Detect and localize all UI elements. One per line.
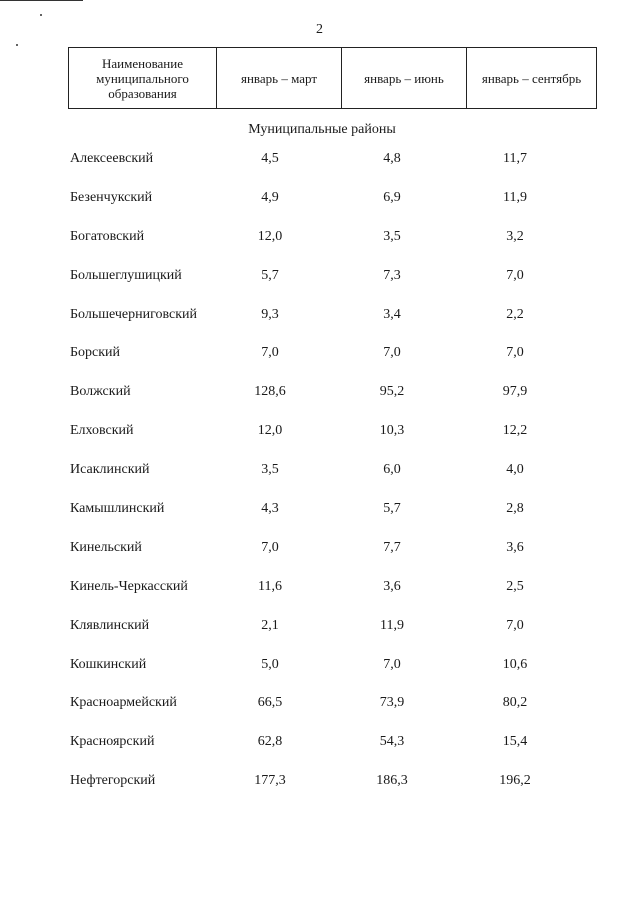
row-value-jan-jun: 10,3 [379, 423, 405, 439]
row-name: Большечерниговский [70, 306, 198, 322]
row-name: Борский [70, 345, 121, 361]
row-value-jan-sep: 97,9 [502, 384, 528, 400]
row-value-jan-jun: 7,3 [383, 267, 401, 283]
row-value-jan-mar: 2,1 [261, 617, 279, 633]
row-value-jan-sep: 11,9 [503, 189, 527, 205]
row-value-jan-mar: 9,3 [261, 306, 279, 322]
section-title: Муниципальные районы [248, 122, 396, 137]
row-value-jan-mar: 62,8 [257, 734, 283, 750]
row-name: Камышлинский [70, 501, 165, 517]
row-name: Кошкинский [70, 656, 147, 672]
row-name: Нефтегорский [70, 773, 156, 789]
row-name: Красноярский [70, 734, 155, 750]
row-value-jan-sep: 2,8 [506, 501, 524, 517]
row-name: Кинель-Черкасский [70, 578, 188, 594]
header-jan-sep: январь – сентябрь [467, 48, 597, 109]
row-value-jan-mar: 5,0 [261, 656, 279, 672]
row-value-jan-jun: 3,6 [383, 578, 401, 594]
row-value-jan-mar: 66,5 [257, 695, 283, 711]
row-value-jan-sep: 196,2 [499, 773, 531, 789]
row-value-jan-sep: 15,4 [502, 734, 528, 750]
row-value-jan-sep: 4,0 [506, 462, 524, 478]
row-value-jan-mar: 4,9 [261, 189, 279, 205]
table-row [0, 451, 639, 490]
row-value-jan-jun: 73,9 [379, 695, 405, 711]
table-row [0, 412, 639, 451]
row-value-jan-jun: 54,3 [379, 734, 405, 750]
row-name: Алексеевский [70, 151, 154, 166]
row-value-jan-jun: 186,3 [376, 773, 408, 789]
table-row [0, 334, 639, 373]
row-value-jan-jun: 6,0 [383, 462, 401, 478]
row-value-jan-sep: 7,0 [506, 345, 524, 361]
table-row [0, 257, 639, 296]
row-value-jan-mar: 177,3 [254, 773, 286, 789]
row-value-jan-jun: 7,7 [383, 539, 401, 555]
row-value-jan-mar: 128,6 [254, 384, 286, 400]
row-name: Большеглушицкий [70, 267, 182, 283]
row-value-jan-sep: 2,2 [506, 306, 524, 322]
row-value-jan-mar: 4,3 [261, 501, 279, 517]
row-name: Богатовский [70, 228, 145, 244]
table-row [0, 723, 639, 762]
page-number: 2 [316, 22, 323, 37]
row-value-jan-jun: 95,2 [379, 384, 405, 400]
row-name: Исаклинский [70, 462, 150, 478]
row-value-jan-sep: 10,6 [502, 656, 528, 672]
row-value-jan-jun: 7,0 [383, 345, 401, 361]
row-value-jan-sep: 12,2 [502, 423, 528, 439]
row-value-jan-mar: 7,0 [261, 539, 279, 555]
row-name: Красноармейский [70, 695, 177, 711]
table-body [0, 140, 639, 801]
scan-edge-line [0, 0, 83, 1]
row-value-jan-jun: 3,5 [383, 228, 401, 244]
row-name: Кинельский [70, 539, 142, 555]
table-row [0, 179, 639, 218]
row-value-jan-mar: 12,0 [257, 228, 283, 244]
table-row [0, 218, 639, 257]
header-jan-jun: январь – июнь [342, 48, 467, 109]
row-value-jan-jun: 5,7 [383, 501, 401, 517]
row-name: Волжский [70, 384, 131, 400]
table-row [0, 646, 639, 685]
header-jan-mar: январь – март [217, 48, 342, 109]
row-value-jan-sep: 7,0 [506, 267, 524, 283]
row-value-jan-mar: 11,6 [258, 578, 282, 594]
row-value-jan-sep: 7,0 [506, 617, 524, 633]
scan-speck [40, 14, 42, 16]
table-row [0, 762, 639, 801]
row-value-jan-mar: 12,0 [257, 423, 283, 439]
row-value-jan-jun: 7,0 [383, 656, 401, 672]
row-value-jan-mar: 7,0 [261, 345, 279, 361]
table-row [0, 373, 639, 412]
scan-speck [16, 44, 18, 46]
table-row [0, 529, 639, 568]
row-value-jan-jun: 11,9 [380, 617, 404, 633]
table-header [68, 47, 597, 109]
table-row [0, 296, 639, 335]
row-value-jan-jun: 4,8 [383, 151, 401, 166]
row-value-jan-mar: 4,5 [261, 151, 279, 166]
row-name: Елховский [70, 423, 134, 439]
table-row [0, 490, 639, 529]
row-name: Безенчукский [70, 189, 153, 205]
table-row [0, 140, 639, 179]
table-row [0, 684, 639, 723]
row-value-jan-jun: 6,9 [383, 189, 401, 205]
row-value-jan-sep: 3,2 [506, 228, 524, 244]
row-value-jan-sep: 3,6 [506, 539, 524, 555]
header-municipality: Наименование муниципального образования [69, 48, 217, 109]
row-value-jan-sep: 80,2 [502, 695, 528, 711]
row-name: Клявлинский [70, 617, 150, 633]
table-row [0, 568, 639, 607]
row-value-jan-sep: 11,7 [503, 151, 527, 166]
row-value-jan-mar: 5,7 [261, 267, 279, 283]
row-value-jan-mar: 3,5 [261, 462, 279, 478]
row-value-jan-sep: 2,5 [506, 578, 524, 594]
table-row [0, 607, 639, 646]
row-value-jan-jun: 3,4 [383, 306, 401, 322]
